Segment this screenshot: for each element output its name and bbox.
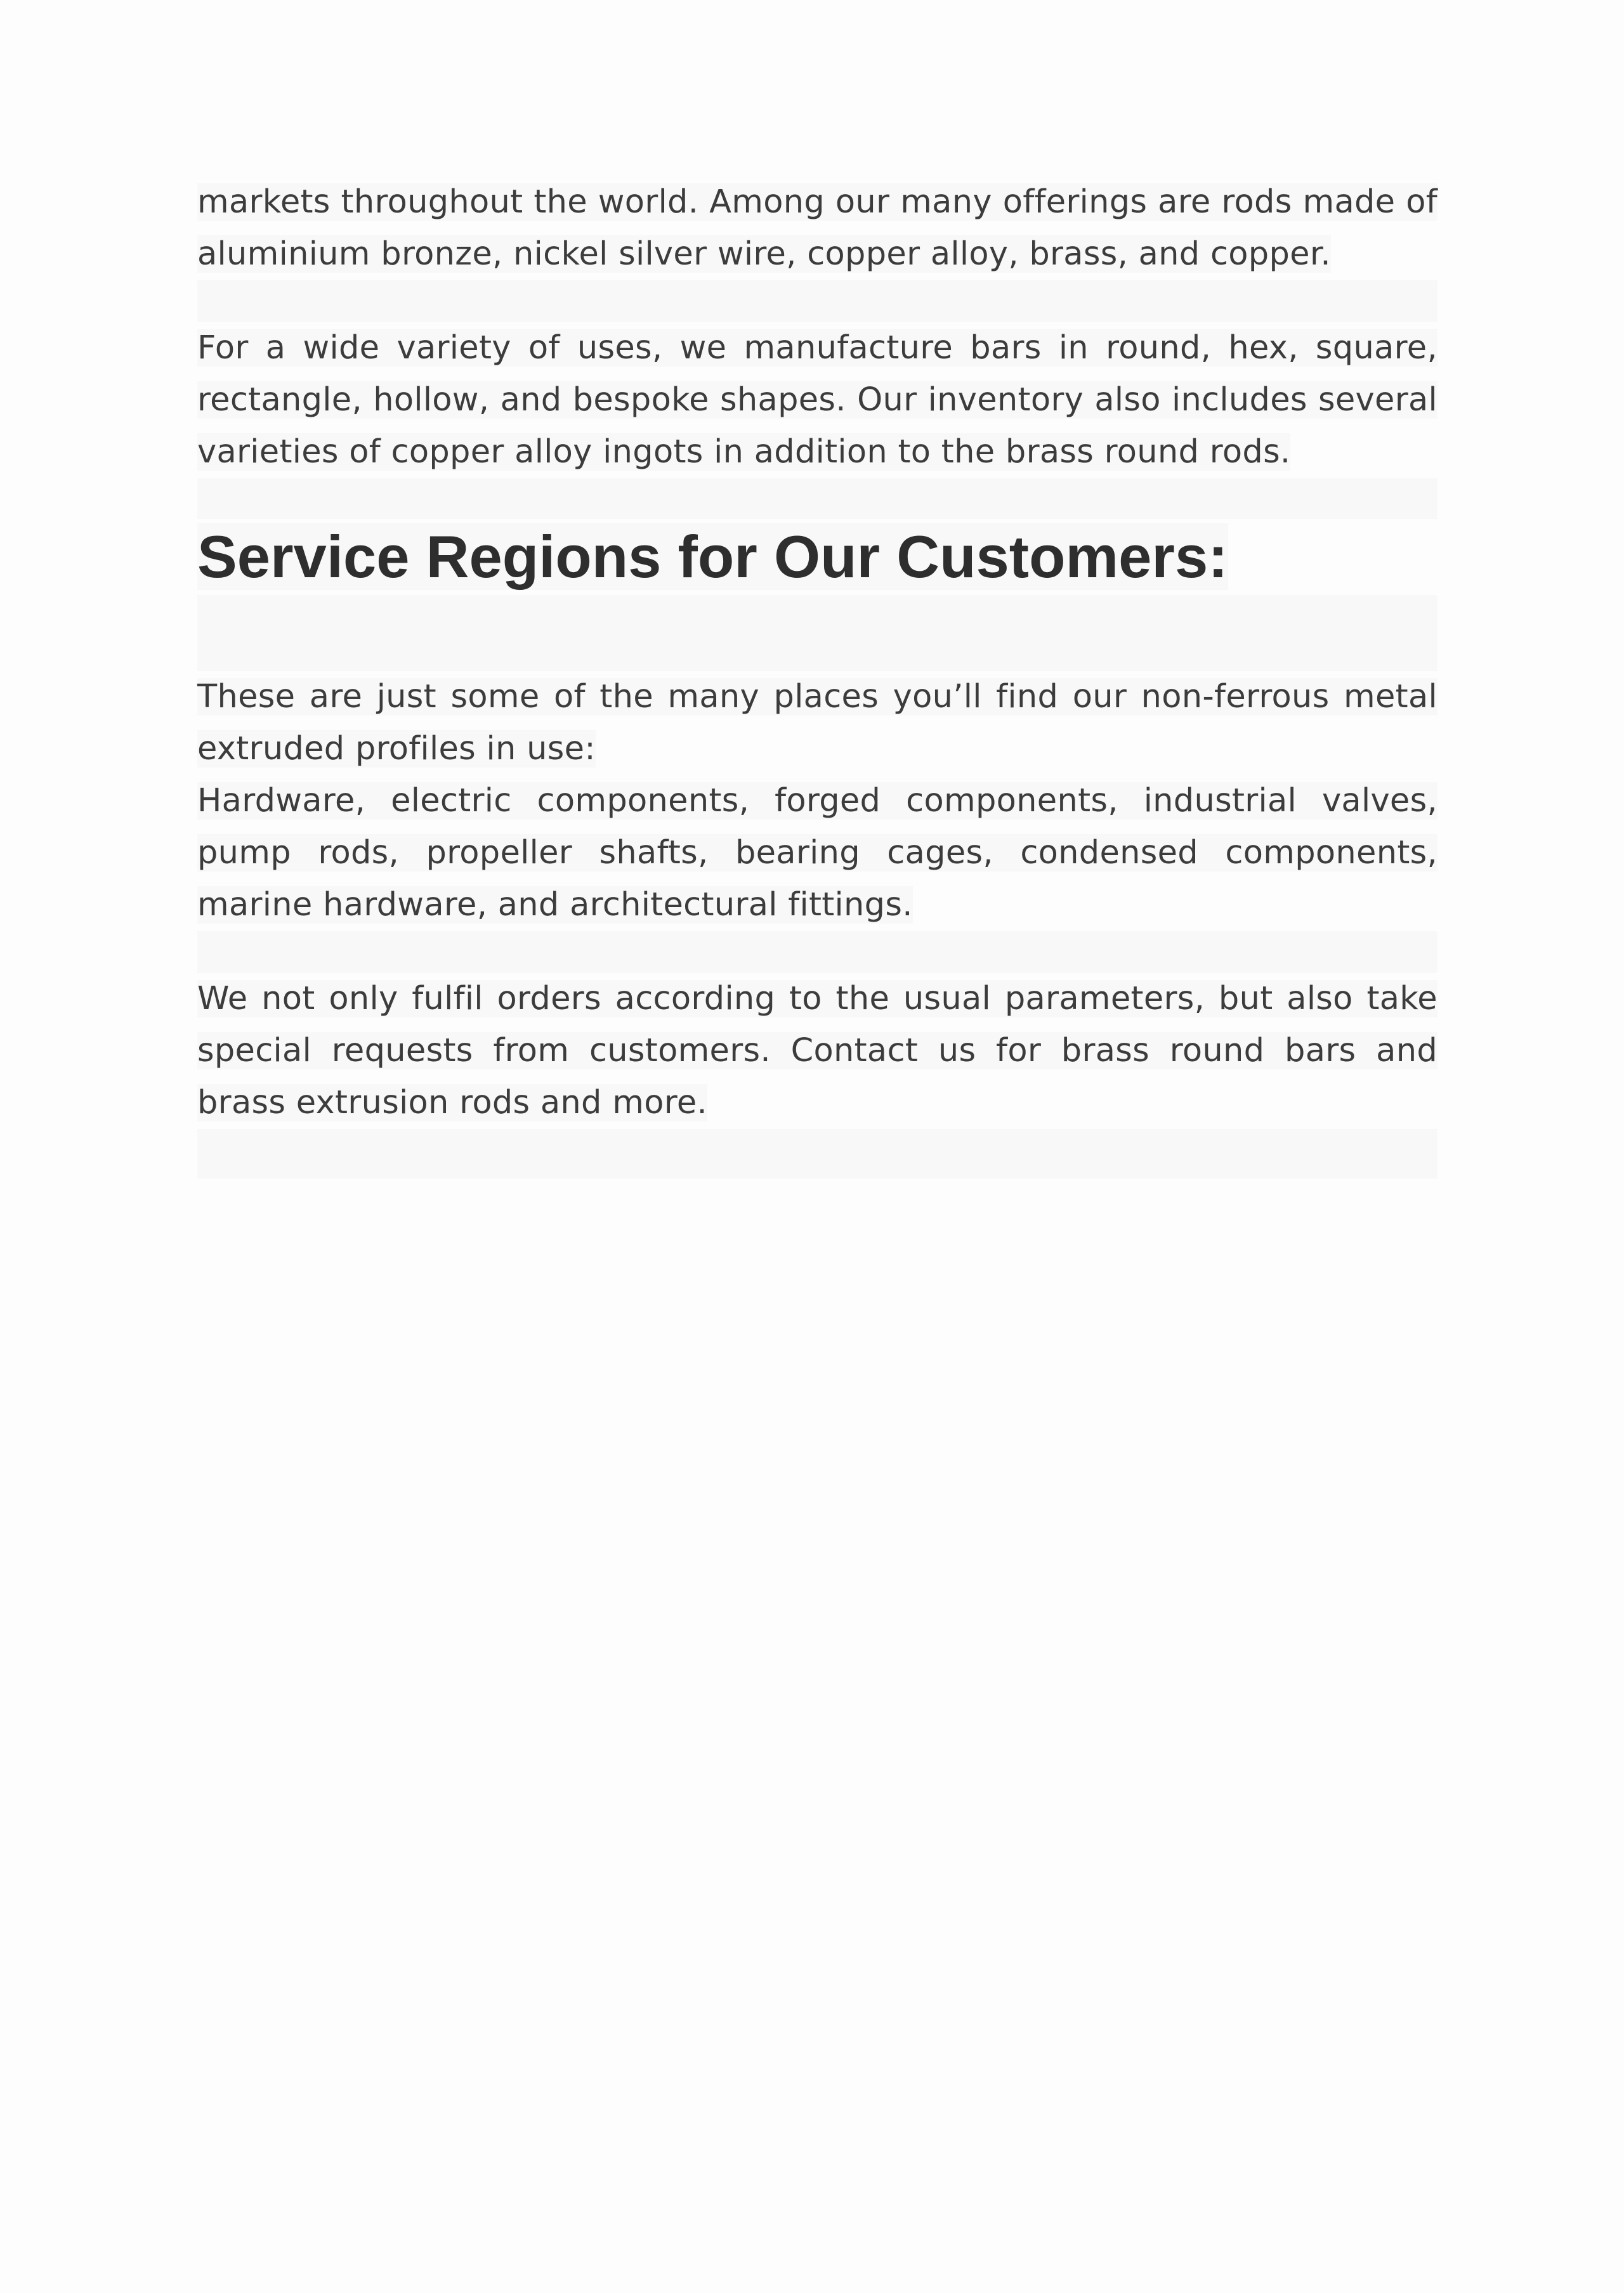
paragraph-special-requests	[197, 973, 1437, 1129]
paragraph-offerings-text: markets throughout the world. Among our many offerings are rods made of aluminium bronze, nickel silver wire, copper alloy, brass, and copper.	[197, 183, 1437, 273]
paragraph-uses-intro-text: These are just some of the many places you’ll find our non-ferrous metal extruded profiles in use:	[197, 678, 1437, 768]
paragraph-uses-intro	[197, 671, 1437, 775]
paragraph-spacer	[197, 478, 1437, 519]
paragraph-bar-shapes-text: For a wide variety of uses, we manufacture bars in round, hex, square, rectangle, hollow, and bespoke shapes. Our inventory also includes several varieties of copper alloy ingots in addition to the brass round rods.	[197, 329, 1437, 471]
paragraph-spacer	[197, 280, 1437, 322]
section-heading-text: Service Regions for Our Customers:	[197, 523, 1228, 590]
paragraph-spacer	[197, 1129, 1437, 1179]
paragraph-uses-list-text: Hardware, electric components, forged components, industrial valves, pump rods, propeller shafts, bearing cages, condensed components, marine hardware, and architectural fittings.	[197, 782, 1437, 924]
paragraph-spacer	[197, 931, 1437, 973]
paragraph-special-requests-text: We not only fulfil orders according to the usual parameters, but also take special requests from customers. Contact us for brass round bars and brass extrusion rods and more.	[197, 980, 1437, 1121]
section-heading	[197, 519, 1437, 595]
paragraph-uses-list	[197, 775, 1437, 931]
document-body	[197, 176, 1437, 1179]
paragraph-offerings	[197, 176, 1437, 280]
paragraph-bar-shapes	[197, 322, 1437, 478]
heading-spacer	[197, 595, 1437, 671]
